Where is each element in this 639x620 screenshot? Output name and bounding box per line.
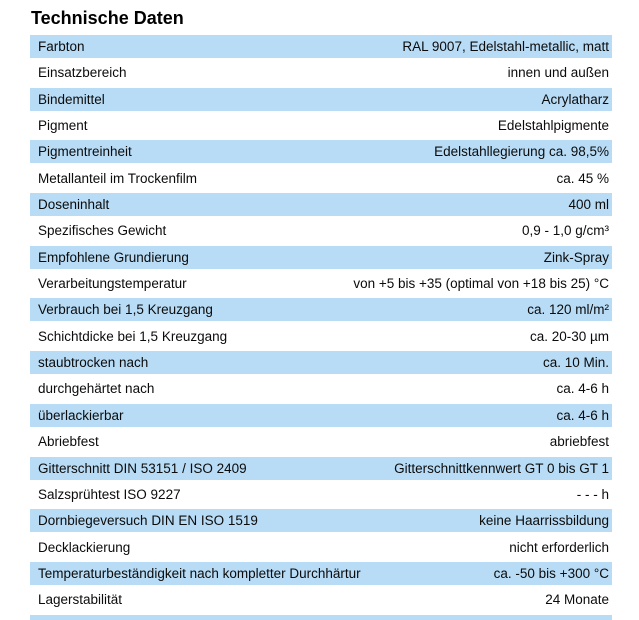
table-row [30,246,612,269]
table-row [30,140,612,163]
table-row [30,483,612,506]
table-row [30,377,612,400]
row-label: Pigment [38,118,88,134]
row-value: ca. 20-30 µm [529,328,609,344]
row-label: Abriebfest [38,434,99,450]
row-label: Einsatzbereich [38,65,127,81]
row-value: Zink-Spray [543,249,609,265]
row-label: Decklackierung [38,539,131,555]
row-value: Edelstahlpigmente [497,118,609,134]
row-value: ca. 4-6 h [556,407,609,423]
row-label: Verbrauch bei 1,5 Kreuzgang [38,302,213,318]
table-row [30,272,612,295]
row-value: - - - h [576,486,609,502]
row-label: Gitterschnitt DIN 53151 / ISO 2409 [38,460,247,476]
row-label: Doseninhalt [38,197,110,213]
row-value: 0,9 - 1,0 g/cm³ [521,223,609,239]
row-label: Schichtdicke bei 1,5 Kreuzgang [38,328,228,344]
row-label: Pigmentreinheit [38,144,132,160]
row-label: Verarbeitungstemperatur [38,276,187,292]
row-label: Lagerstabilität [38,592,123,608]
row-value: ca. 4-6 h [556,381,609,397]
table-row [30,61,612,84]
table-row [30,298,612,321]
table-row [30,536,612,559]
row-label: Empfohlene Grundierung [38,249,189,265]
table-row [30,219,612,242]
table-row [30,457,612,480]
row-label: Salzsprühtest ISO 9227 [38,486,181,502]
table-row [30,167,612,190]
row-value: 24 Monate [545,592,609,608]
row-value: Edelstahllegierung ca. 98,5% [434,144,609,160]
row-value: 400 ml [568,197,609,213]
table-row [30,588,612,611]
row-value: ca. 10 Min. [542,355,609,371]
cutoff-next-row [30,615,612,620]
table-row [30,562,612,585]
table-row [30,509,612,532]
row-label: Farbton [38,39,85,54]
page-title: Technische Daten [31,8,184,28]
technical-data-table [30,35,612,611]
row-value: keine Haarrissbildung [479,513,609,529]
row-value: ca. -50 bis +300 °C [493,565,609,581]
table-row [30,325,612,348]
row-label: Dornbiegeversuch DIN EN ISO 1519 [38,513,258,529]
row-value: nicht erforderlich [509,539,609,555]
table-row [30,88,612,111]
table-row [30,430,612,453]
row-value: Gitterschnittkennwert GT 0 bis GT 1 [394,460,609,476]
table-row [30,193,612,216]
row-value: Acrylatharz [541,91,609,107]
row-value: von +5 bis +35 (optimal von +18 bis 25) °C [353,276,609,292]
row-value: RAL 9007, Edelstahl-metallic, matt [402,39,609,54]
row-value: innen und außen [507,65,609,81]
table-row [30,351,612,374]
table-row [30,404,612,427]
technical-data-sheet [0,8,639,620]
row-label: Metallanteil im Trockenfilm [38,170,198,186]
row-label: Bindemittel [38,91,105,107]
table-row [30,114,612,137]
row-label: durchgehärtet nach [38,381,155,397]
row-label: überlackierbar [38,407,124,423]
table-row [30,35,612,58]
row-label: Temperaturbeständigkeit nach kompletter Durchhärtur [38,565,361,581]
row-label: staubtrocken nach [38,355,149,371]
row-value: ca. 120 ml/m² [527,302,609,318]
row-value: ca. 45 % [556,170,609,186]
row-value: abriebfest [549,434,609,450]
row-label: Spezifisches Gewicht [38,223,167,239]
